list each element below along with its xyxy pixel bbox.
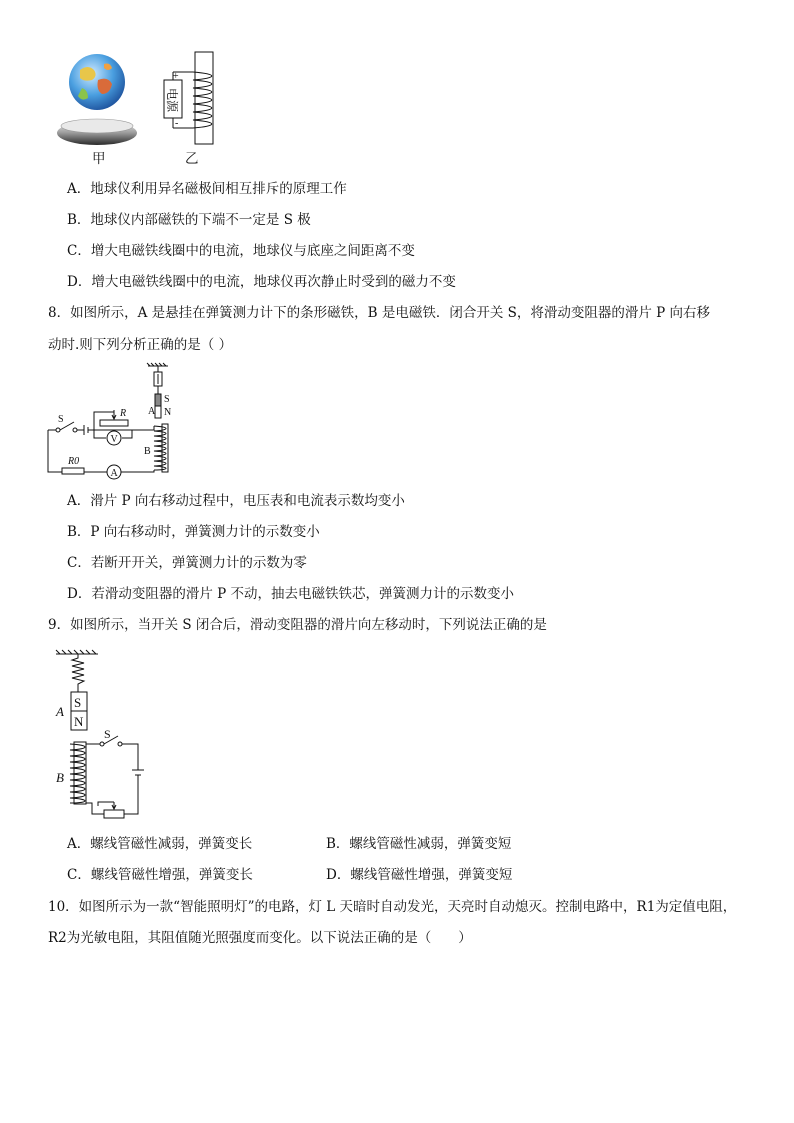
figure-caption-jia: 甲 — [92, 151, 106, 167]
voltmeter-v-label: V — [110, 434, 118, 445]
minus-sign: - — [175, 118, 179, 129]
globe-figure — [52, 50, 142, 148]
electromagnet-b-label: B — [144, 446, 151, 457]
q9-circuit-figure — [52, 646, 162, 822]
q9-option-d: D．螺线管磁性增强，弹簧变短 — [326, 867, 513, 883]
ammeter-a-label: A — [110, 468, 118, 479]
magnet-n-pole: N — [164, 407, 172, 418]
q7-option-c: C．增大电磁铁线圈中的电流，地球仪与底座之间距离不变 — [67, 243, 415, 259]
q8-circuit-diagram — [44, 362, 179, 484]
q8-stem-line2: 动时.则下列分析正确的是（ ） — [48, 337, 233, 353]
magnet-a-label: A — [148, 406, 156, 417]
q8-option-a: A．滑片 P 向右移动过程中，电压表和电流表示数均变小 — [67, 493, 405, 509]
q9-magnet-n-pole: N — [74, 714, 84, 729]
rheostat-r-label: R — [120, 408, 127, 419]
figure-caption-yi: 乙 — [185, 151, 199, 167]
magnet-s-pole: S — [164, 394, 170, 405]
q9-switch-s-label: S — [104, 727, 111, 741]
q8-circuit-figure — [44, 362, 179, 484]
q8-option-d: D．若滑动变阻器的滑片 P 不动，抽去电磁铁铁芯，弹簧测力计的示数变小 — [67, 586, 514, 602]
plus-sign: + — [173, 71, 179, 82]
electromagnet-circuit-diagram — [160, 50, 220, 150]
q8-option-c: C．若断开开关，弹簧测力计的示数为零 — [67, 555, 307, 571]
q9-magnet-a-label: A — [56, 704, 64, 719]
power-source-label: 电源 — [165, 88, 179, 113]
switch-s-label: S — [58, 414, 64, 425]
globe-illustration — [52, 50, 142, 148]
q9-magnet-s-pole: S — [74, 695, 82, 710]
q9-option-b: B．螺线管磁性减弱，弹簧变短 — [326, 836, 512, 852]
q7-option-d: D．增大电磁铁线圈中的电流，地球仪再次静止时受到的磁力不变 — [67, 274, 456, 290]
q10-stem-line2: R2为光敏电阻，其阻值随光照强度而变化。以下说法正确的是（ ） — [48, 930, 472, 946]
q7-option-b: B．地球仪内部磁铁的下端不一定是 S 极 — [67, 212, 311, 228]
resistor-r0-label: R0 — [68, 456, 80, 467]
q9-option-c: C．螺线管磁性增强，弹簧变长 — [67, 867, 253, 883]
q9-stem: 9．如图所示，当开关 S 闭合后，滑动变阻器的滑片向左移动时，下列说法正确的是 — [48, 617, 547, 633]
q9-solenoid-b-label: B — [56, 770, 64, 785]
q9-circuit-diagram — [52, 646, 162, 822]
q8-stem-line1: 8．如图所示，A 是悬挂在弹簧测力计下的条形磁铁，B 是电磁铁．闭合开关 S，将滑动变阻器的滑片 P 向右移 — [48, 305, 711, 321]
q7-option-a: A．地球仪利用异名磁极间相互排斥的原理工作 — [67, 181, 347, 197]
electromagnet-figure-yi — [160, 50, 220, 150]
q9-option-a: A．螺线管磁性减弱，弹簧变长 — [67, 836, 253, 852]
q8-option-b: B．P 向右移动时，弹簧测力计的示数变小 — [67, 524, 320, 540]
q10-stem-line1: 10．如图所示为一款“智能照明灯”的电路，灯 L 天暗时自动发光，天亮时自动熄灭。控制电路中，R1为定值电阻， — [48, 899, 737, 915]
